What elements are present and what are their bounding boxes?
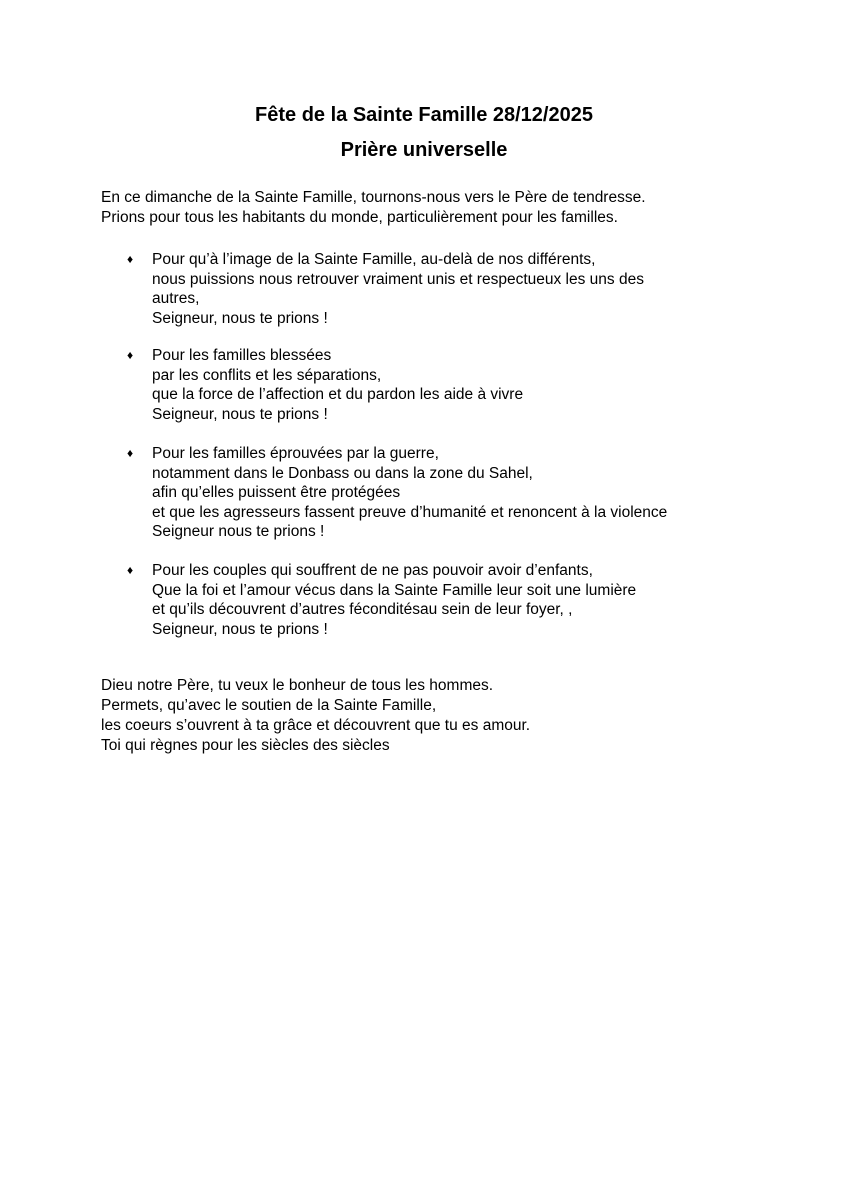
intention-line: Pour les couples qui souffrent de ne pas pouvoir avoir d’enfants, — [152, 562, 593, 579]
intention-line: Pour qu’à l’image de la Sainte Famille, au-delà de nos différents, — [152, 251, 596, 268]
intention-response: Seigneur, nous te prions ! — [152, 405, 328, 423]
conclusion-line: Permets, qu’avec le soutien de la Sainte Famille, — [101, 697, 437, 714]
intention-response: Seigneur, nous te prions ! — [152, 620, 328, 638]
intention-line: Pour les familles blessées — [152, 347, 332, 364]
intention-line: et que les agresseurs fassent preuve d’humanité et renoncent à la violence — [152, 503, 668, 521]
intention-line: Que la foi et l’amour vécus dans la Sainte Famille leur soit une lumière — [152, 581, 637, 599]
page-subtitle: Prière universelle — [340, 139, 508, 161]
intention-line: notamment dans le Donbass ou dans la zone du Sahel, — [152, 464, 533, 482]
intention-line: afin qu’elles puissent être protégées — [152, 484, 401, 501]
page-title: Fête de la Sainte Famille 28/12/2025 — [255, 104, 593, 126]
intention-response: Seigneur nous te prions ! — [152, 523, 325, 540]
intention-line: que la force de l’affection et du pardon les aide à vivre — [152, 386, 524, 403]
intro-line: En ce dimanche de la Sainte Famille, tournons-nous vers le Père de tendresse. — [101, 189, 646, 206]
intention-line: par les conflits et les séparations, — [152, 366, 382, 384]
diamond-bullet-icon: ♦ — [127, 348, 134, 362]
intention-response: Seigneur, nous te prions ! — [152, 309, 328, 327]
intention-line: Pour les familles éprouvées par la guerre, — [152, 445, 439, 462]
intention-line: et qu’ils découvrent d’autres féconditésau sein de leur foyer, , — [152, 601, 573, 618]
conclusion-line: les coeurs s’ouvrent à ta grâce et découvrent que tu es amour. — [101, 717, 531, 734]
diamond-bullet-icon: ♦ — [127, 252, 134, 266]
intention-line: nous puissions nous retrouver vraiment unis et respectueux les uns des — [152, 270, 644, 288]
intro-line: Prions pour tous les habitants du monde, particulièrement pour les familles. — [101, 209, 618, 226]
concluding-prayer — [101, 676, 801, 756]
conclusion-line: Toi qui règnes pour les siècles des siècles — [101, 737, 390, 754]
intro-paragraph — [101, 188, 801, 228]
diamond-bullet-icon: ♦ — [127, 563, 134, 577]
diamond-bullet-icon: ♦ — [127, 446, 134, 460]
intention-line: autres, — [152, 290, 200, 307]
conclusion-line: Dieu notre Père, tu veux le bonheur de tous les hommes. — [101, 677, 494, 694]
